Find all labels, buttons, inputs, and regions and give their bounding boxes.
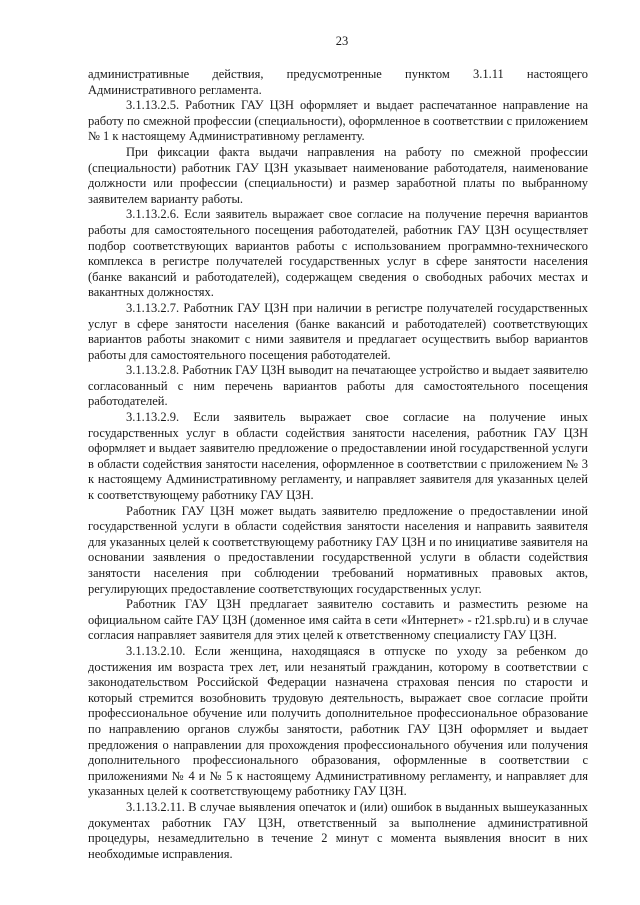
page-number: 23 — [335, 34, 349, 48]
paragraph-3-1-13-2-7: 3.1.13.2.7. Работник ГАУ ЦЗН при наличии в регистре получателей государственных услуг в сфере занятости населения (банке вакансий и работодателей) соответствующих вариантов работы знакомит с ними заявителя и предлагает осуществить выбор вариантов работы для самостоятельного посещения работодателей. — [88, 300, 588, 362]
paragraph-other-services: Работник ГАУ ЦЗН может выдать заявителю предложение о предоставлении иной государственной услуги в области содействия занятости населения и направить заявителя для указанных целей к соответствующему работнику ГАУ ЦЗН и по инициативе заявителя на основании заявления о предоставлении государственной услуги в области содействия занятости населения при соблюдении требований нормативных правовых актов, регулирующих предоставление соответствующих государственных услуг. — [88, 503, 588, 596]
paragraph-direction-record: При фиксации факта выдачи направления на работу по смежной профессии (специальности) работник ГАУ ЦЗН указывает наименование работодателя, наименование должности или профессии (специальности) и размер заработной платы по выбранному заявителем варианту работы. — [88, 144, 588, 206]
document-body — [88, 67, 588, 862]
paragraph-3-1-13-2-8: 3.1.13.2.8. Работник ГАУ ЦЗН выводит на печатающее устройство и выдает заявителю согласованный с ним перечень вариантов работы для самостоятельного посещения работодателей. — [88, 363, 588, 409]
paragraph-3-1-13-2-11: 3.1.13.2.11. В случае выявления опечаток и (или) ошибок в выданных вышеуказанных документах работник ГАУ ЦЗН, ответственный за выполнение административной процедуры, незамедлительно в течение 2 минут с момента выявления вносит в них необходимые исправления. — [88, 799, 588, 861]
paragraph-3-1-13-2-6: 3.1.13.2.6. Если заявитель выражает свое согласие на получение перечня вариантов работы для самостоятельного посещения работодателей, работник ГАУ ЦЗН осуществляет подбор соответствующих вариантов работы с использованием программно-технического комплекса в регистре получателей государственных услуг в сфере занятости населения (банке вакансий и работодателей), содержащем сведения о свободных рабочих местах и вакантных должностях. — [88, 207, 588, 300]
paragraph-3-1-13-2-9: 3.1.13.2.9. Если заявитель выражает свое согласие на получение иных государственных услуг в области содействия занятости населения, работник ГАУ ЦЗН оформляет и выдает заявителю предложение о предоставлении иной государственной услуги в области содействия занятости населения, оформленное в соответствии с приложением № 3 к настоящему Административному регламенту, и направляет заявителя для указанных целей к соответствующему работнику ГАУ ЦЗН. — [88, 410, 588, 503]
paragraph-continuation: административные действия, предусмотренные пунктом 3.1.11 настоящего Административного регламента. — [88, 67, 588, 97]
paragraph-3-1-13-2-5: 3.1.13.2.5. Работник ГАУ ЦЗН оформляет и выдает распечатанное направление на работу по смежной профессии (специальности), оформленное в соответствии с приложением № 1 к настоящему Административному регламенту. — [88, 98, 588, 144]
paragraph-resume: Работник ГАУ ЦЗН предлагает заявителю составить и разместить резюме на официальном сайте ГАУ ЦЗН (доменное имя сайта в сети «Интернет» - r21.spb.ru) и в случае согласия направляет заявителя для этих целей к ответственному специалисту ГАУ ЦЗН. — [88, 597, 588, 643]
paragraph-3-1-13-2-10: 3.1.13.2.10. Если женщина, находящаяся в отпуске по уходу за ребенком до достижения им возраста трех лет, или незанятый гражданин, которому в соответствии с законодательством Российской Федерации назначена страховая пенсия по старости и который стремится возобновить трудовую деятельность, выражает свое согласие пройти профессиональное обучение или получить дополнительное профессиональное образование по направлению органов службы занятости, работник ГАУ ЦЗН оформляет и выдает предложения о направлении для прохождения профессионального обучения или получения дополнительного профессионального образования, оформленные в соответствии с приложениями № 4 и № 5 к настоящему Административному регламенту, и направляет для указанных целей к соответствующему работнику ГАУ ЦЗН. — [88, 643, 588, 799]
